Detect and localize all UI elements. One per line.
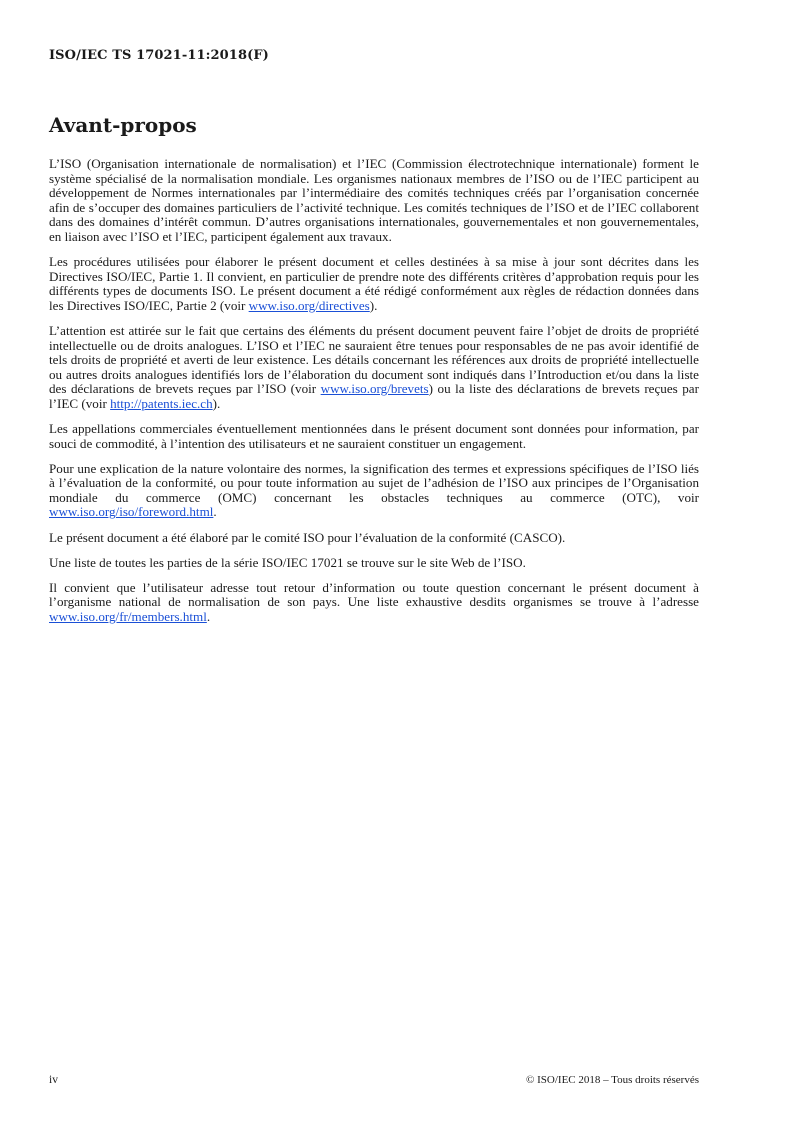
link-brevets[interactable]: www.iso.org/brevets bbox=[320, 381, 429, 397]
paragraph-feedback bbox=[49, 581, 699, 625]
link-iec-patents[interactable]: http://patents.iec.ch bbox=[110, 395, 213, 411]
page-number: iv bbox=[49, 1074, 58, 1086]
paragraph-text: Une liste de toutes les parties de la série ISO/IEC 17021 se trouve sur le site Web de l’ISO. bbox=[49, 554, 526, 570]
document-identifier: ISO/IEC TS 17021-11:2018(F) bbox=[49, 48, 269, 63]
paragraph-text: ) ou la liste des déclarations de brevets reçues par l’IEC (voir bbox=[49, 381, 699, 411]
paragraph-trade-names bbox=[49, 422, 699, 451]
paragraph-text: . bbox=[206, 608, 211, 624]
paragraph-text: ). bbox=[369, 297, 378, 313]
paragraph-voluntary-nature bbox=[49, 462, 699, 520]
foreword-body bbox=[49, 157, 699, 635]
link-directives[interactable]: www.iso.org/directives bbox=[248, 297, 370, 313]
paragraph-procedures bbox=[49, 255, 699, 313]
paragraph-text: Les appellations commerciales éventuellement mentionnées dans le présent document sont données pour information, par souci de commodité, à l’intention des utilisateurs et ne sauraient constituer un engagement. bbox=[49, 421, 699, 451]
paragraph-text: L’ISO (Organisation internationale de normalisation) et l’IEC (Commission électrotechnique internationale) forment le système spécialisé de la normalisation mondiale. Les organismes nationaux membres de l’ISO ou de l’IEC participent au développement de Normes internationales par l’intermédiaire des comités techniques créés par l’organisation concernée afin de s’occuper des domaines particuliers de l’activité technique. Les comités techniques de l’ISO et de l’IEC collaborent dans des domaines d’intérêt commun. D’autres organisations internationales, gouvernementales et non gouvernementales, en liaison avec l’ISO et l’IEC, participent également aux travaux. bbox=[49, 156, 699, 244]
paragraph-text: L’attention est attirée sur le fait que certains des éléments du présent document peuvent faire l’objet de droits de propriété intellectuelle ou de droits analogues. L’ISO et l’IEC ne sauraient être tenues pour responsables de ne pas avoir identifié de tels droits de propriété et averti de leur existence. Les détails concernant les références aux droits de propriété intellectuelle ou autres droits analogues identifiés lors de l’élaboration du document sont indiqués dans l’Introduction et/ou dans la liste des déclarations de brevets reçues par l’ISO (voir bbox=[49, 322, 699, 397]
paragraph-iso-iec-intro bbox=[49, 157, 699, 245]
paragraph-text: Pour une explication de la nature volontaire des normes, la signification des termes et expressions spécifiques de l’ISO liés à l’évaluation de la conformité, ou pour toute information au sujet de l’adhésion de l’ISO aux principes de l’Organisation mondiale du commerce (OMC) concernant les obstacles techniques au commerce (OTC), voir bbox=[49, 460, 699, 505]
paragraph-text: Il convient que l’utilisateur adresse tout retour d’information ou toute question concernant le présent document à l’organisme national de normalisation de son pays. Une liste exhaustive desdits organismes se trouve à l’adresse bbox=[49, 579, 699, 610]
paragraph-patents bbox=[49, 324, 699, 412]
section-title: Avant-propos bbox=[49, 113, 197, 137]
link-members[interactable]: www.iso.org/fr/members.html bbox=[49, 608, 207, 624]
paragraph-text: ). bbox=[212, 395, 221, 411]
paragraph-text: . bbox=[213, 504, 217, 520]
copyright-notice: © ISO/IEC 2018 – Tous droits réservés bbox=[526, 1074, 699, 1086]
paragraph-text: Les procédures utilisées pour élaborer le présent document et celles destinées à sa mise à jour sont décrites dans les Directives ISO/IEC, Partie 1. Il convient, en particulier de prendre note des différents critères d’approbation requis pour les différents types de documents ISO. Le présent document a été rédigé conformément aux règles de rédaction données dans les Directives ISO/IEC, Partie 2 (voir bbox=[49, 254, 699, 313]
paragraph-series-list bbox=[49, 556, 699, 571]
paragraph-committee bbox=[49, 531, 699, 546]
link-foreword[interactable]: www.iso.org/iso/foreword.html bbox=[49, 504, 214, 520]
paragraph-text: Le présent document a été élaboré par le comité ISO pour l’évaluation de la conformité (CASCO). bbox=[49, 529, 566, 545]
